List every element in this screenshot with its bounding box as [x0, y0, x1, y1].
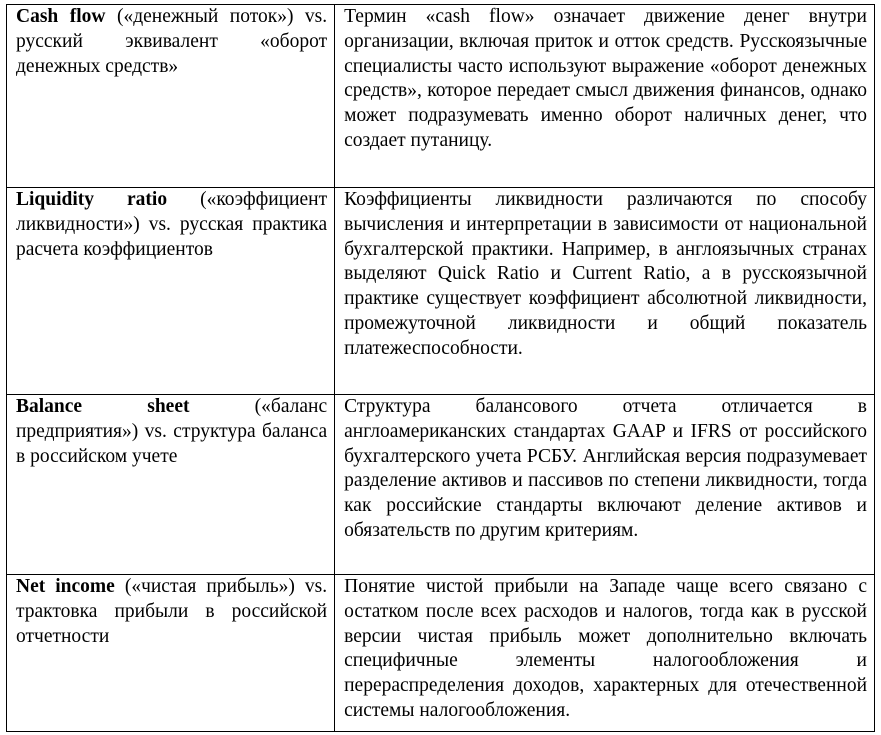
- term-comparison: («чистая прибыль») vs. трактовка прибыли в российской отчетности: [16, 576, 328, 647]
- table-row: [7, 5, 875, 188]
- term-cell: [7, 575, 335, 732]
- terms-comparison-table: [6, 4, 875, 732]
- term-name: Cash flow: [16, 6, 106, 27]
- term-cell: [7, 5, 335, 188]
- term-name: Balance sheet: [16, 396, 190, 417]
- term-cell: [7, 188, 335, 395]
- term-name: Net income: [16, 576, 115, 597]
- table-row: [7, 188, 875, 395]
- description-cell: Структура балансового отчета отличается в англоамериканских стандартах GAAP и IFRS от российского бухгалтерского учета РСБУ. Английская версия подразумевает разделение активов и пассивов по степени ликвидности, тогда как российские стандарты включают деление активов и обязательств по другим критериям.: [335, 395, 875, 575]
- term-cell: [7, 395, 335, 575]
- term-comparison: («коэффициент ликвидности») vs. русская практика расчета коэффициентов: [16, 189, 328, 260]
- description-cell: Коэффициенты ликвидности различаются по способу вычисления и интерпретации в зависимости от национальной бухгалтерской практики. Например, в англоязычных странах выделяют Quick Ratio и Current Ratio, а в русскоязычной практике существует коэффициент абсолютной ликвидности, промежуточной ликвидности и общий показатель платежеспособности.: [335, 188, 875, 395]
- term-comparison: («баланс предприятия») vs. структура баланса в российском учете: [16, 396, 328, 467]
- term-comparison: («денежный поток») vs. русский эквивалент «оборот денежных средств»: [16, 6, 328, 77]
- table-row: [7, 575, 875, 732]
- table-row: [7, 395, 875, 575]
- description-cell: Термин «cash flow» означает движение денег внутри организации, включая приток и отток средств. Русскоязычные специалисты часто используют выражение «оборот денежных средств», которое передает смысл движения финансов, однако может подразумевать именно оборот наличных денег, что создает путаницу.: [335, 5, 875, 188]
- term-name: Liquidity ratio: [16, 189, 168, 210]
- description-cell: Понятие чистой прибыли на Западе чаще всего связано с остатком после всех расходов и налогов, тогда как в русской версии чистая прибыль может дополнительно включать специфичные элементы налогообложения и перераспределения доходов, характерных для отечественной системы налогообложения.: [335, 575, 875, 732]
